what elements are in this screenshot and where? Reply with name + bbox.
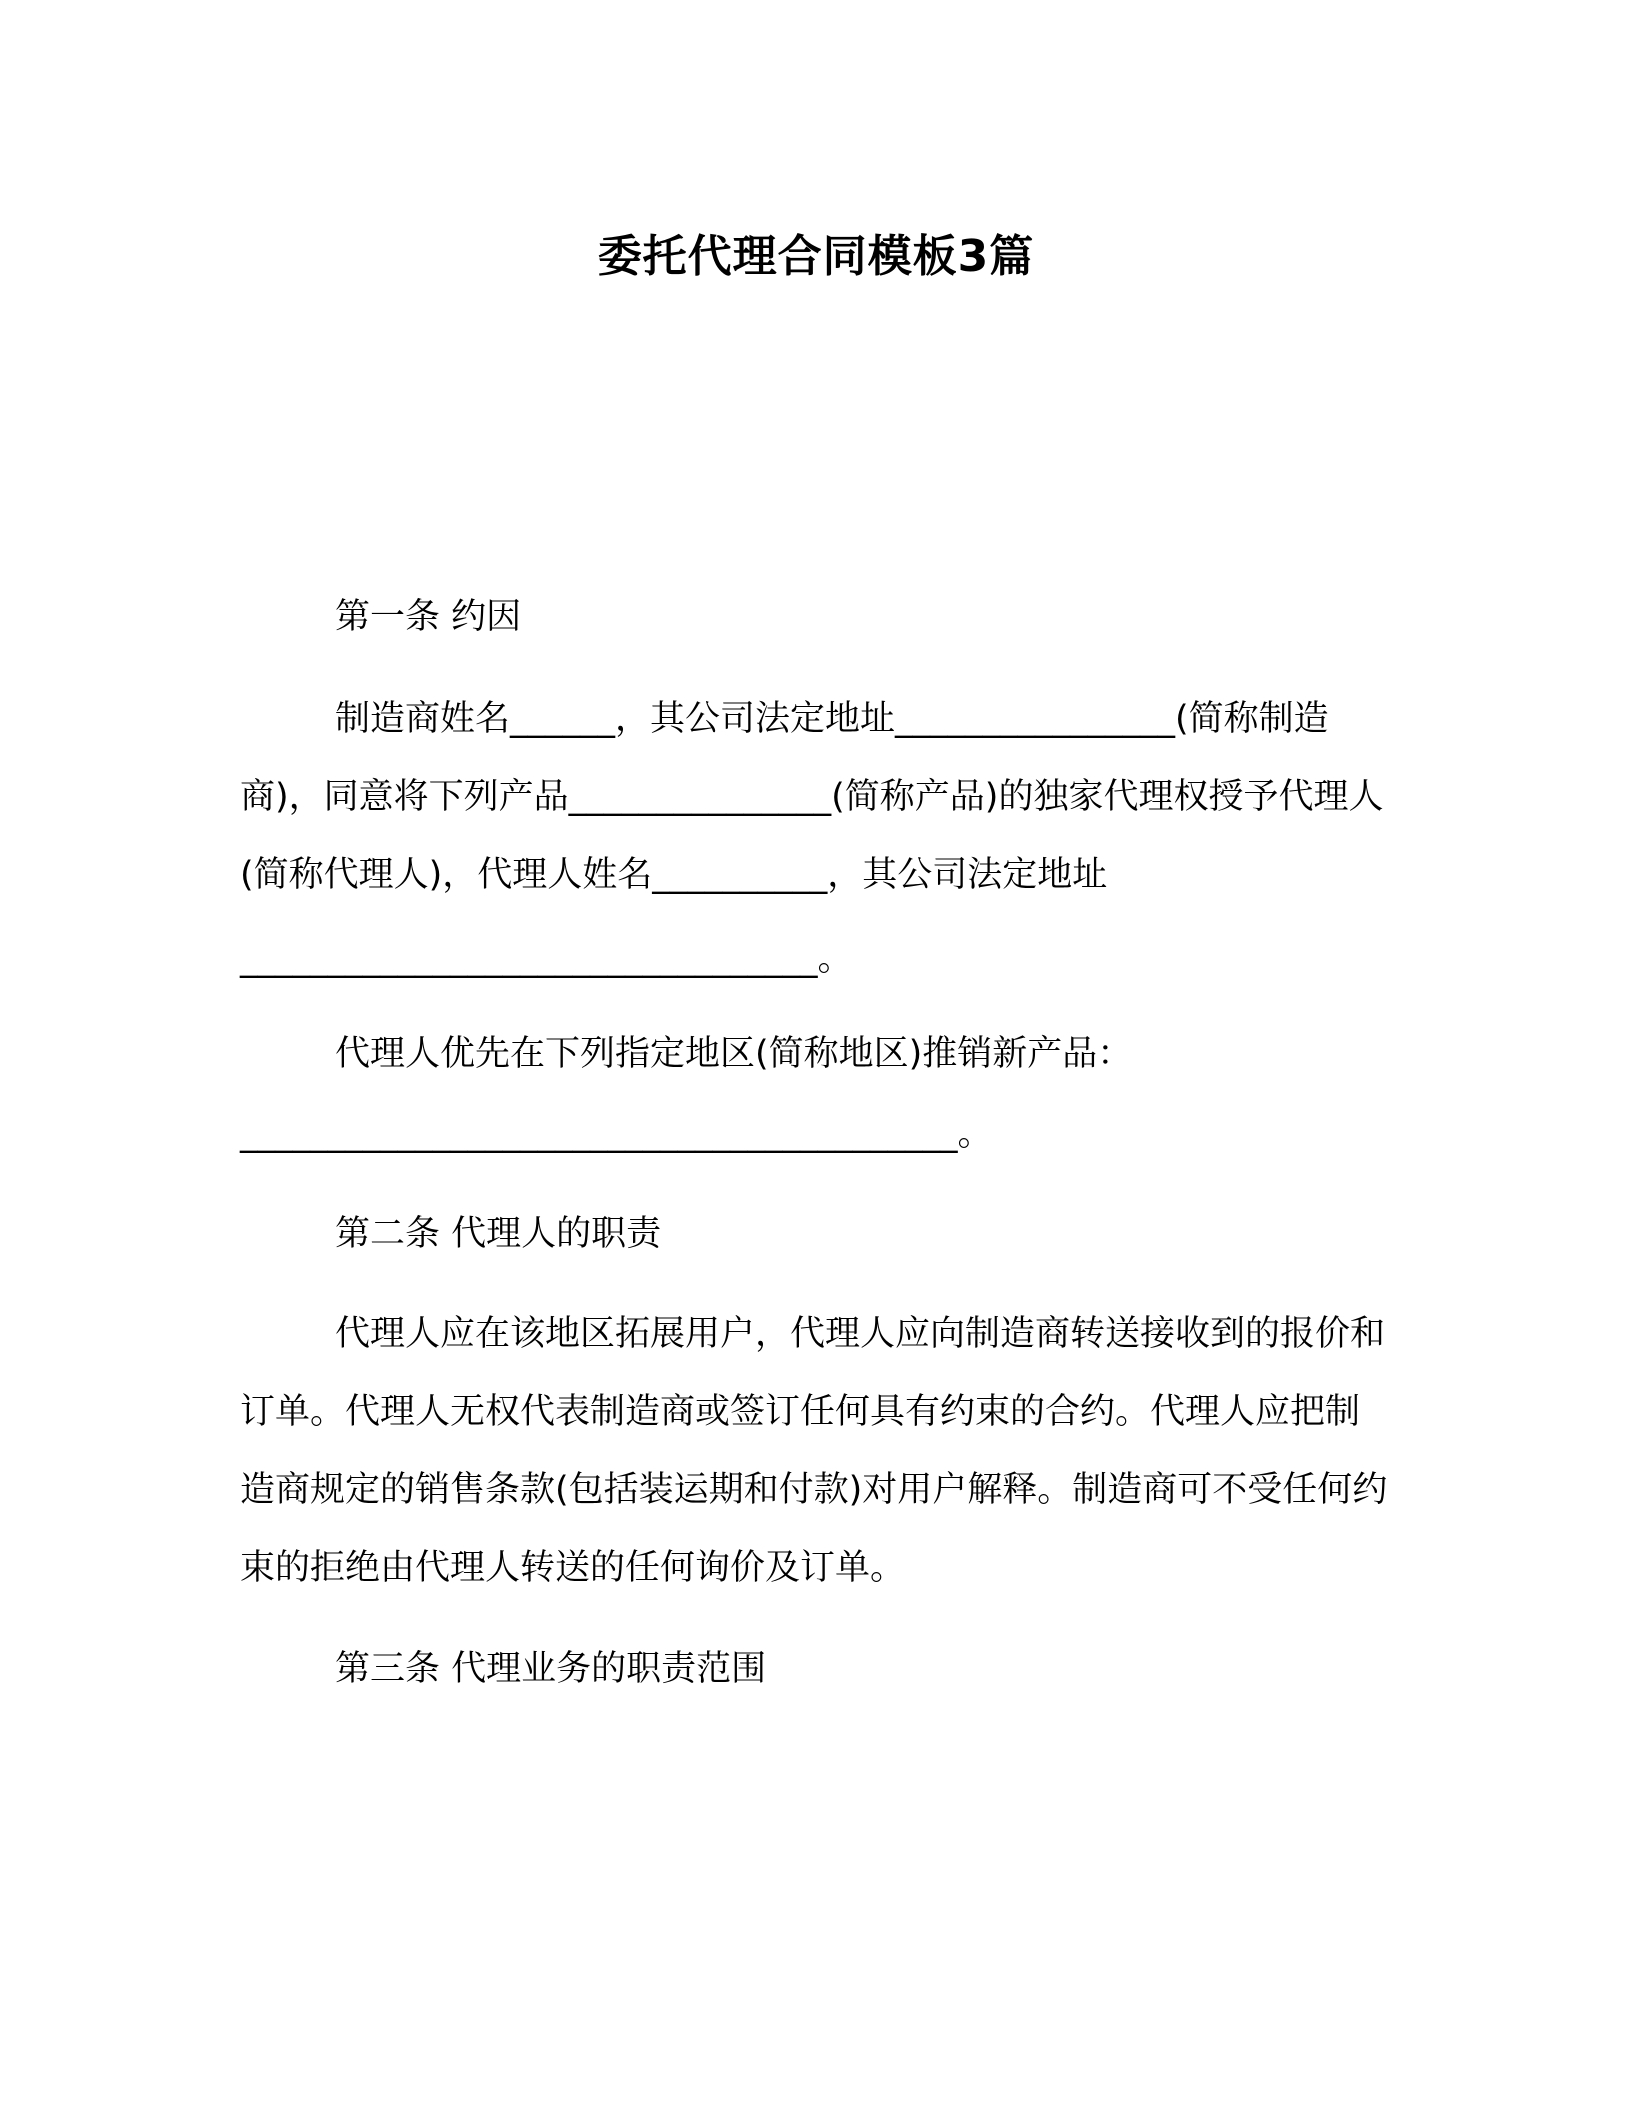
document-title: 委托代理合同模板3篇 <box>597 231 1035 282</box>
article-1-heading: 第一条 约因 <box>335 597 522 637</box>
article-3-heading: 第三条 代理业务的职责范围 <box>335 1649 767 1689</box>
article-2-paragraph-1: 代理人应在该地区拓展用户，代理人应向制造商转送接收到的报价和订单。代理人无权代表制造商或签订任何具有约束的合约。代理人应把制造商规定的销售条款(包括装运期和付款)对用户解释。制造商可不受任何约束的拒绝由代理人转送的任何询价及订单。 <box>240 1314 1388 1588</box>
article-1-paragraph-1: 制造商姓名______，其公司法定地址________________(简称制造商)，同意将下列产品_______________(简称产品)的独家代理权授予代理人(简称代理人)，代理人姓名__________，其公司法定地址 <box>240 699 1384 895</box>
article-1-address-blank: _________________________________。 <box>240 939 853 979</box>
article-2-heading: 第二条 代理人的职责 <box>335 1214 662 1254</box>
article-1-region-blank: _________________________________________。 <box>240 1114 993 1154</box>
article-1-paragraph-2: 代理人优先在下列指定地区(简称地区)推销新产品： <box>335 1034 1133 1074</box>
